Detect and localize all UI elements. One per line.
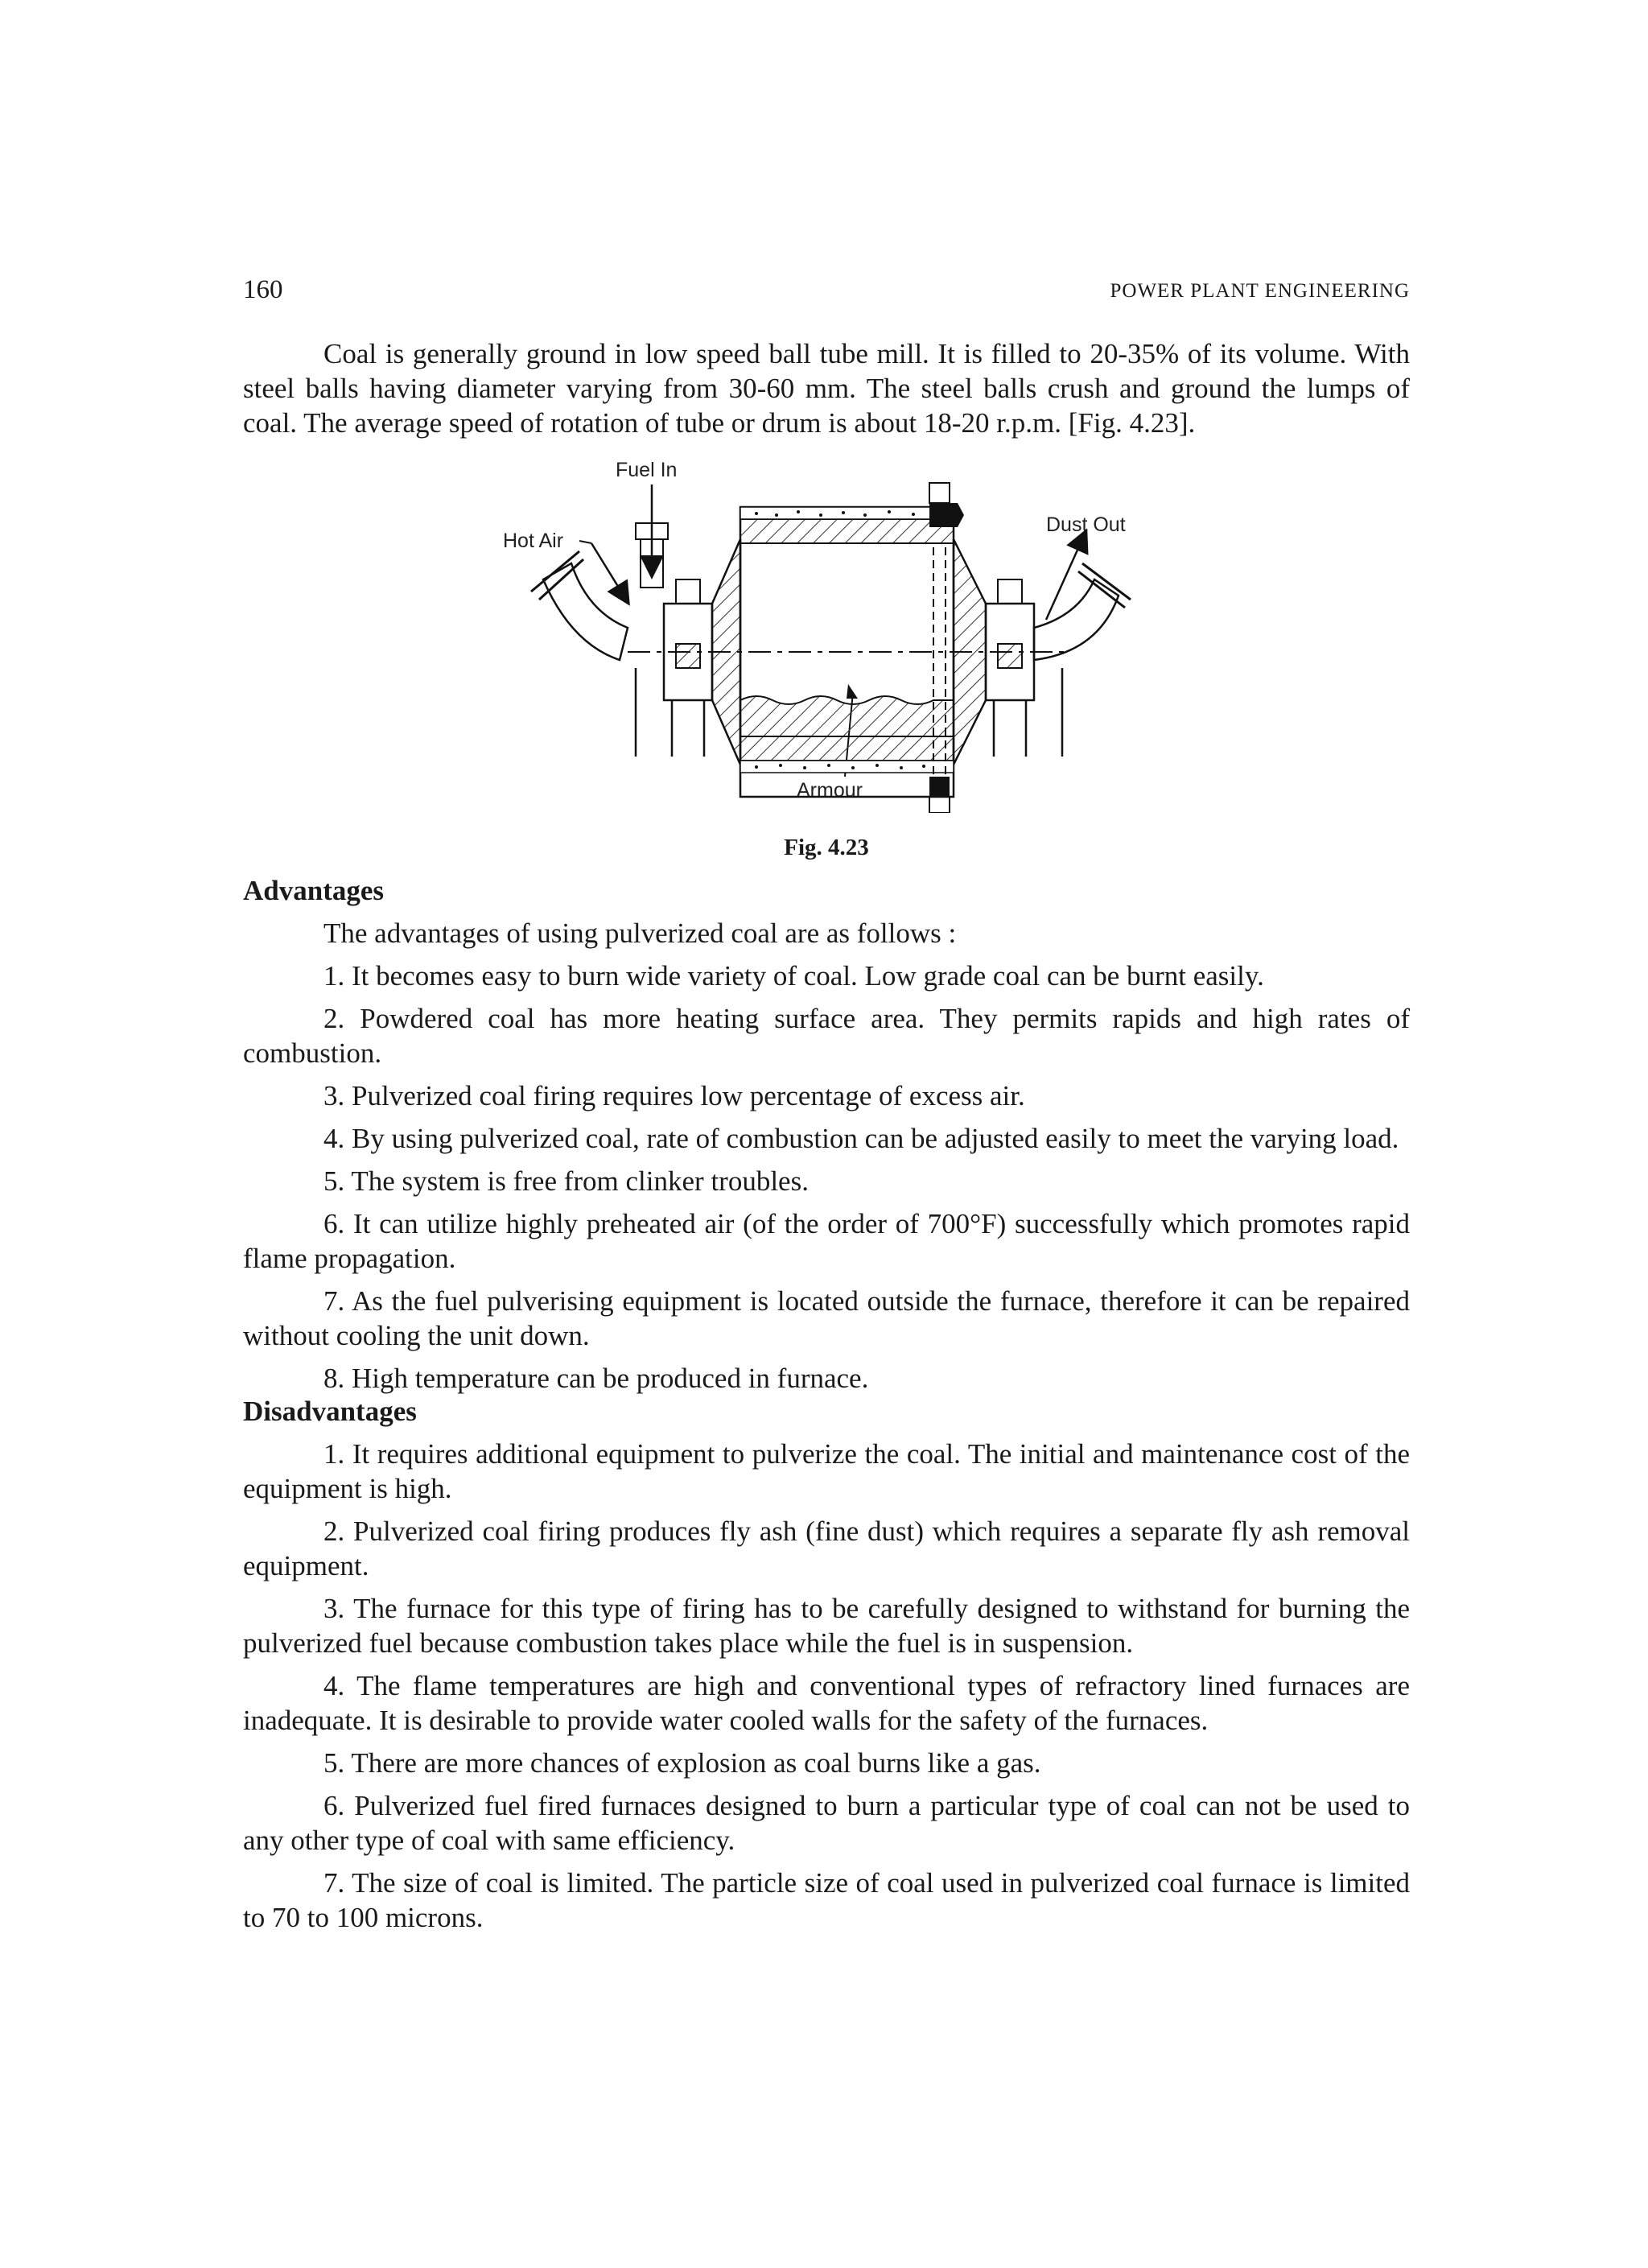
disadvantages-heading: Disadvantages (243, 1396, 417, 1427)
disadvantage-item: 1. It requires additional equipment to pulverize the coal. The initial and maintenance cost of the equipment is high. (243, 1438, 1410, 1504)
disadvantage-item: 6. Pulverized fuel fired furnaces designed to burn a particular type of coal can not be used to any other type of coal with same efficiency. (243, 1790, 1410, 1856)
fuel-in-label: Fuel In (616, 459, 678, 481)
hot-air-label: Hot Air (503, 530, 564, 552)
disadvantage-item: 5. There are more chances of explosion as coal burns like a gas. (323, 1747, 1041, 1779)
page-number: 160 (243, 275, 283, 304)
page-header (243, 275, 1410, 311)
disadvantage-item: 2. Pulverized coal firing produces fly ash (fine dust) which requires a separate fly ash removal equipment. (243, 1515, 1410, 1581)
running-title: POWER PLANT ENGINEERING (1110, 280, 1410, 302)
advantage-item: 5. The system is free from clinker troubles. (323, 1165, 809, 1197)
advantage-item: 6. It can utilize highly preheated air (of the order of 700°F) successfully which promotes rapid flame propagation. (243, 1208, 1410, 1274)
advantage-item: 1. It becomes easy to burn wide variety of coal. Low grade coal can be burnt easily. (323, 960, 1264, 992)
disadvantage-item: 3. The furnace for this type of firing has to be carefully designed to withstand for burning the pulverized fuel because combustion takes place while the fuel is in suspension. (243, 1593, 1410, 1659)
advantage-item: 2. Powdered coal has more heating surface area. They permits rapids and high rates of combustion. (243, 1003, 1410, 1069)
advantage-item: 3. Pulverized coal firing requires low percentage of excess air. (323, 1080, 1025, 1111)
advantage-item: 8. High temperature can be produced in furnace. (323, 1363, 869, 1394)
armour-label: Armour (797, 779, 863, 802)
intro-paragraph: Coal is generally ground in low speed ball tube mill. It is filled to 20-35% of its volume. With steel balls having diameter varying from 30-60 mm. The steel balls crush and ground the lumps of coal. The average speed of rotation of tube or drum is about 18-20 r.p.m. [Fig. 4.23]. (243, 338, 1410, 439)
disadvantages-section (243, 1394, 1410, 1935)
advantages-heading: Advantages (243, 875, 385, 906)
disadvantage-item: 7. The size of coal is limited. The particle size of coal used in pulverized coal furnace is limited to 70 to 100 microns. (243, 1867, 1410, 1933)
hot-air-arrow (591, 543, 624, 596)
dust-out-label: Dust Out (1046, 513, 1126, 536)
advantages-intro: The advantages of using pulverized coal are as follows : (323, 918, 957, 949)
intro-section (243, 336, 1410, 440)
figure-caption: Fig. 4.23 (784, 835, 869, 860)
dust-out-arrow (1046, 539, 1082, 620)
ball-tube-mill-figure (483, 459, 1175, 813)
advantage-item: 7. As the fuel pulverising equipment is located outside the furnace, therefore it can be repaired without cooling the unit down. (243, 1285, 1410, 1351)
advantages-section (243, 873, 1410, 1396)
advantage-item: 4. By using pulverized coal, rate of combustion can be adjusted easily to meet the varying load. (323, 1123, 1399, 1154)
hot-air-inlet-pipe (543, 563, 628, 660)
disadvantage-item: 4. The flame temperatures are high and conventional types of refractory lined furnaces are inadequate. It is desirable to provide water cooled walls for the safety of the furnaces. (243, 1670, 1410, 1736)
